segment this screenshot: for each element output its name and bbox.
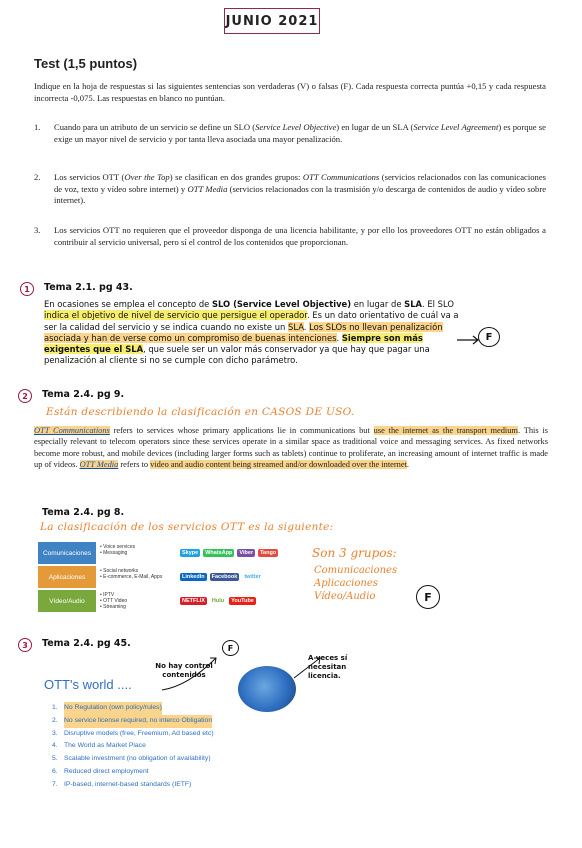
slo-part: Siempre son más exigentes que el SLA [44,332,423,355]
question-number: 1. [34,122,41,132]
annotation-index-2: 2 [18,389,32,403]
slo-part: , que suele ser un valor más conservador ya que hay que pagar una penalización al cliente si no se cumple con dicho parámetro. [44,344,430,366]
hulu-logo: Hulu [211,598,225,604]
question-text [54,172,546,207]
test-instructions: Indique en la hoja de respuestas si las siguientes sentencias son verdaderas (V) o falsas (F). Cada respuesta correcta puntúa +0,15 y cada respuesta incorrecta -0,075. Las respuestas en blanco no puntúan. [34,81,546,103]
q1-part: Service Level Objective [255,122,337,132]
group-item: Vídeo/Audio [314,591,376,602]
bullet: • Social networks [100,568,139,574]
list-number: 3. [52,729,58,737]
classification-row-communications [38,542,290,564]
list-item [52,715,214,728]
row-bullets [96,590,178,612]
list-number: 1. [52,704,58,711]
ott-para-part: video and audio content being streamed and/or downloaded over the internet [150,459,407,469]
list-number: 4. [52,742,58,750]
slo-part: . Es un dato orientativo de cuál va a ser la calidad del servicio y se indica cuando no existe un [44,310,459,332]
row-logos [178,542,290,564]
bullet: • OTT Video [100,598,128,604]
question-3 [34,225,546,248]
row-bullets [96,542,178,564]
ott-para-part: OTT Media [79,459,119,469]
youtube-logo: YouTube [231,598,254,604]
list-item [52,728,214,741]
slo-part: . [336,332,342,343]
list-text: Scalable investment (no obligation of availability) [64,755,211,763]
ott-para-part: . This is especially relevant to telecom operators since these services operate in a similar space as traditional voice and messaging services. As fixed networks become more robust, and mobile devices (including larger forms such as tablets) continue to proliferate, an increasing amount of internet traffic is made up of videos. [34,426,549,469]
list-text: The World as Market Place [64,742,146,750]
slo-part: Los SLOs no llevan penalización asociada y han de verse como un compromiso de buenas intenciones [44,321,443,343]
classification-row-video-audio [38,590,290,612]
ott-para-part: use the internet as the transport medium [373,426,518,435]
groups-list [314,564,397,603]
handwritten-note-license [308,654,378,681]
row-label: Aplicaciones [38,566,96,588]
slo-part: en lugar de [351,299,405,309]
linkedin-logo: LinkedIn [182,574,205,580]
question-1 [34,122,546,145]
netflix-logo: NETFLIX [182,598,205,604]
bullet: • E-commerce, E-Mail, Apps [100,574,163,580]
group-item: Comunicaciones [314,565,398,576]
date-box [224,8,320,34]
answer-badge-1: F [478,327,500,347]
annotation-index-1: 1 [20,282,34,296]
slo-part: SLO (Service Level Objective) [211,299,352,309]
list-item [52,740,214,753]
note-line: A veces sí [308,654,348,662]
twitter-logo: twitter [244,574,261,580]
groups-title: Son 3 grupos: [312,546,397,560]
ott-para-part: refers to services whose primary applications lie in communications but [109,426,374,435]
question-2 [34,172,546,207]
q2-part: Los servicios OTT ( [54,172,125,182]
row-bullets [96,566,178,588]
note-line: necesitan licencia. [308,663,347,680]
bullet: • Voice services [100,544,136,550]
q2-part: ) se clasifican en dos grandes grupos: [169,172,303,182]
question-text: Los servicios OTT no requieren que el proveedor disponga de una licencia habilitante, y por ello los proveedores OTT no están obligados a contribuir al servicio universal, pero sí el control de los contenidos que proporcionan. [54,225,546,247]
list-text: No Regulation (own policy/rules) [64,702,162,715]
skype-logo: Skype [182,550,199,556]
tema-reference-3: Tema 2.4. pg 45. [42,638,131,649]
list-item [52,766,214,779]
row-logos [178,566,290,588]
tema-reference-2: Tema 2.4. pg 9. [42,389,125,400]
annotation-index-3: 3 [18,638,32,652]
row-logos [178,590,290,612]
q1-part: ) en lugar de un SLA ( [336,122,414,132]
q2-part: (servicios relacionados con la trasmisión y/o descarga de contenidos de audio y vídeo sobre internet). [54,183,547,205]
answer-badge-3: F [222,640,239,656]
list-number: 6. [52,767,58,775]
slo-part: . [303,321,310,332]
question-text [54,122,546,145]
q2-part: OTT Communications [302,172,380,182]
classification-row-applications [38,566,290,588]
list-text: Reduced direct employment [64,767,149,775]
list-number: 7. [52,780,58,788]
handwritten-note-2b: La clasificación de los servicios OTT es la siguiente: [40,521,334,533]
tema-reference-1: Tema 2.1. pg 43. [44,282,133,293]
ott-definition-paragraph [34,425,548,470]
slo-part: En ocasiones se emplea el concepto de [44,299,212,309]
ott-para-part: refers to [118,459,151,469]
ott-para-part: . [406,459,410,469]
slo-part: indica el objetivo de nivel de servicio que persigue el operador [44,310,307,321]
handwritten-note-no-control: No hay control contenidos [155,662,213,679]
slo-explanation [44,299,462,367]
viber-logo: Viber [239,550,254,556]
list-text: No service license required, no interco Obligation [64,715,212,728]
question-number: 3. [34,225,41,235]
q1-part: Cuando para un atributo de un servicio se define un SLO ( [54,122,256,132]
row-label: Vídeo/Audio [38,590,96,612]
whatsapp-logo: WhatsApp [205,550,233,556]
test-title: Test (1,5 puntos) [34,56,138,71]
bullet: • IPTV [100,592,115,598]
handwritten-note-2: Están describiendo la clasificación en CASOS DE USO. [46,406,355,418]
ott-world-globe-icon [238,666,296,712]
list-number: 5. [52,755,58,763]
group-item: Aplicaciones [314,578,378,589]
question-number: 2. [34,172,41,182]
slo-part: . El SLO [422,299,454,309]
tema-reference-2b: Tema 2.4. pg 8. [42,507,125,518]
bullet: • Streaming [100,604,126,610]
row-label: Comunicaciones [38,542,96,564]
slo-part: SLA [288,321,304,332]
q2-part: (servicios relacionados con las comunicaciones de voz, texto y vídeo sobre internet) y [54,172,547,194]
list-number: 2. [52,716,58,724]
q1-part: ) es porque se exige un mayor nivel de servicio y por tanta lleva asociada una mayor penalización. [54,122,546,144]
date-label: JUNIO 2021 [225,13,319,29]
ott-para-part: OTT Communications [34,426,110,435]
ott-world-title: OTT's world .... [44,677,132,692]
slo-part: SLA [404,299,423,309]
list-item [52,702,214,715]
list-item [52,779,214,792]
answer-badge-2: F [416,585,440,609]
list-text: Disruptive models (free, Freemium, Ad based etc) [64,729,214,737]
bullet: • Messaging [100,550,128,556]
arrow-icon [158,646,238,696]
q2-part: OTT Media [187,183,228,194]
q1-part: Service Level Agreement [413,122,499,132]
tango-logo: Tango [260,550,277,556]
ott-world-list [52,702,214,792]
q2-part: Over the Top [124,172,170,182]
facebook-logo: Facebook [211,574,238,580]
list-text: IP-based, internet-based standards (IETF) [64,780,192,788]
list-item [52,753,214,766]
